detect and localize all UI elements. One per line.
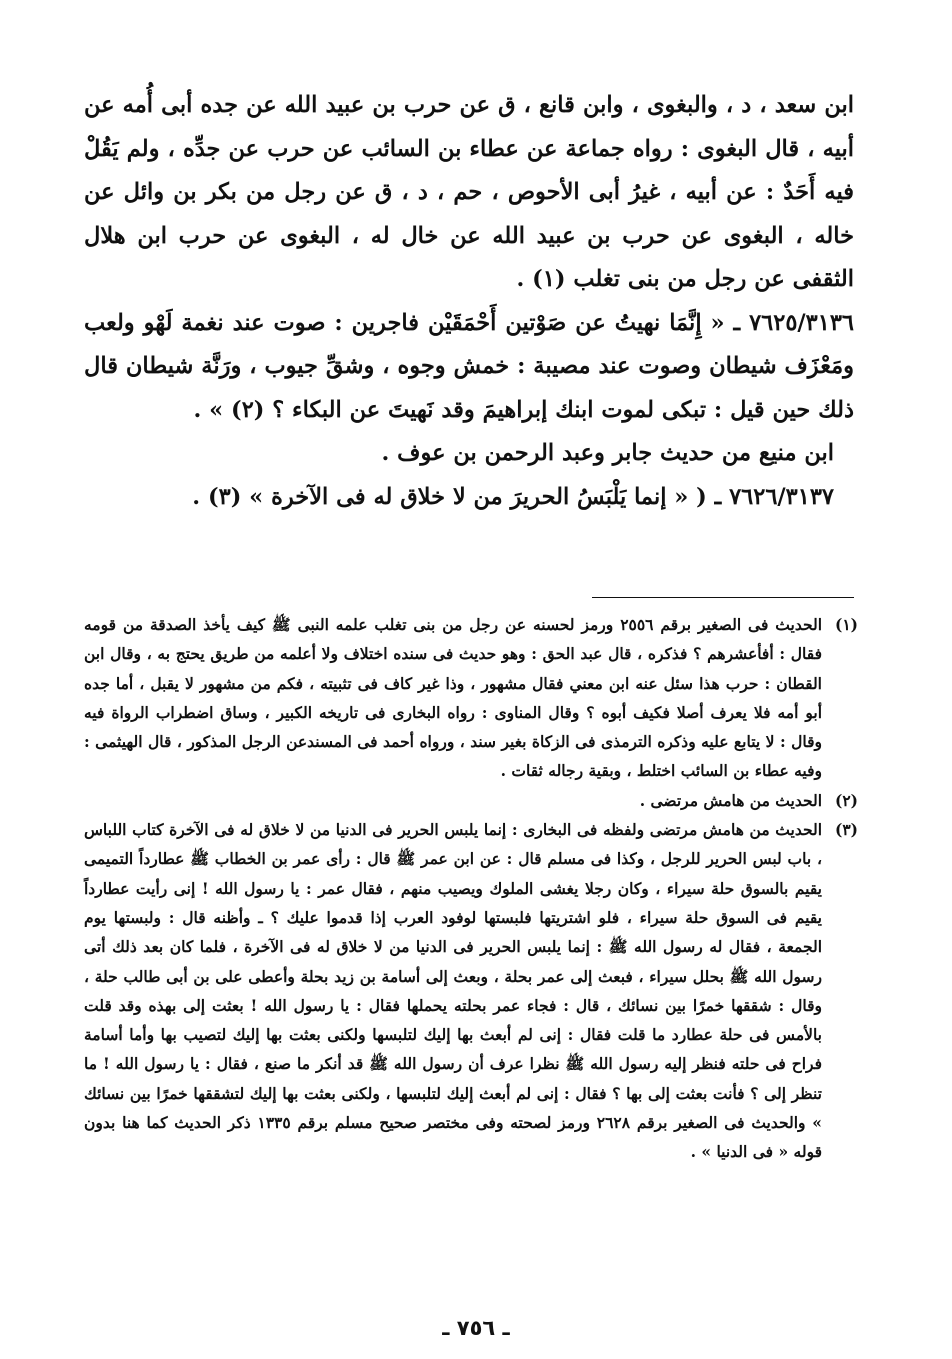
footnote-text: الحديث من هامش مرتضى ولفظه فى البخارى : إنما يلبس الحرير فى الدنيا من لا خلاق له فى الآخرة كتاب اللباس ، باب لبس الحرير للرجل ، وكذا فى مسلم قال : عن ابن عمر ﷺ قال : رأى عمر بن الخطاب ﷺ عطارداً التميمى يقيم بالسوق حلة سيراء ، وكان رجلا يغشى الملوك ويصيب منهم ، فقال عمر : يا رسول الله ! إنى رأيت عطارداً يقيم فى السوق حلة سيراء ، فلو اشتريتها فلبستها لوفود العرب إذا قدموا عليك ؟ ـ وأظنه قال : ولبستها يوم الجمعة ، فقال له رسول الله ﷺ : إنما يلبس الحرير فى الدنيا من لا خلاق له فى الآخرة ، فلما كان بعد ذلك أتى رسول الله ﷺ بحلل سيراء ، فبعث إلى عمر بحلة ، وبعث إلى أسامة بن زيد بحلة وأعطى على بن أبى طالب حلة ، وقال : شققها خمرًا بين نسائك ، قال : فجاء عمر بحلته يحملها فقال : يا رسول الله ! بعثت إلى بهذه وقد قلت بالأمس فى حلة عطارد ما قلت فقال : إنى لم أبعث بها إليك لتلبسها ولكنى بعثت بها إليك لتصيب بها وأما أسامة فراح فى حلته فنظر إليه رسول الله ﷺ نظرا عرف أن رسول الله ﷺ قد أنكر ما صنع ، فقال : يا رسول الله ! ما تنظر إلى ؟ فأنت بعثت إلى بها ؟ فقال : إنى لم أبعث إليك لتلبسها ، ولكنى بعثت بها إليك لتشققها خمرًا بين نسائك » والحديث فى الصغير برقم ٢٦٢٨ ورمز لصحته وفى مختصر صحيح مسلم برقم ١٣٣٥ ذكر الحديث كما هنا بدون قوله « فى الدنيا » . xyxy=(84,820,822,1162)
main-text xyxy=(84,84,854,519)
footnote-1 xyxy=(84,610,858,786)
footnote-text: الحديث فى الصغير برقم ٢٥٥٦ ورمز لحسنه عن رجل من بنى تغلب علمه النبى ﷺ كيف يأخذ الصدقة من قومه فقال : أفأعشرهم ؟ فذكره ، قال عبد الحق : وهو حديث فى سنده اختلاف ولا أعلمه من طريق يحتج به ، وقال ابن القطان : حرب هذا سئل عنه ابن معني فقال مشهور ، وذا غير كاف فى تثبيته ، فكم من مشهور لا يقبل ، أما جده أبو أمه فلا يعرف أصلا فكيف أبوه ؟ وقال المناوى : رواه البخارى فى تاريخه الكبير ، وساق اضطراب الرواة فيه وقال : لا يتابع عليه وذكره الترمذى فى الزكاة بغير سند ، ورواه أحمد فى المسندعن الرجل المذكور ، قال الهيثمى : وفيه عطاء بن السائب اختلط ، وبقية رجاله ثقات . xyxy=(84,615,823,781)
footnote-2 xyxy=(84,786,858,815)
footnote-number: (٣) xyxy=(834,820,858,840)
footnote-number: (٢) xyxy=(834,790,858,810)
page-number: ـ ٧٥٦ ـ xyxy=(442,1316,510,1340)
footnote-number: (١) xyxy=(834,615,858,634)
footnote-text: الحديث من هامش مرتضى . xyxy=(639,790,822,810)
hadith-7626: ٧٦٢٦/٣١٣٧ ـ ( « إنما يَلْبَسُ الحريرَ من لا خلاق له فى الآخرة » (٣) . xyxy=(192,483,834,510)
footnote-3 xyxy=(84,815,858,1167)
footnotes xyxy=(84,610,858,1167)
hadith-7625: ٧٦٢٥/٣١٣٦ ـ « إِنَّمَا نهيتُ عن صَوْتين أَحْمَقَيْن فاجرين : صوت عند نغمة لَهْو ولعب ومَعْزَف شيطان وصوت عند مصيبة : خمش وجوه ، وشقِّ جيوب ، ورَنَّة شيطان قال ذلك حين قيل : تبكى لموت ابنك إبراهيمَ وقد نَهيتَ عن البكاء ؟ (٢) » . xyxy=(84,309,854,423)
footnote-separator xyxy=(592,597,854,598)
paragraph-source-ibn-mani: ابن منيع من حديث جابر وعبد الرحمن بن عوف . xyxy=(381,440,834,466)
paragraph-source-chain: ابن سعد ، د ، والبغوى ، وابن قانع ، ق عن حرب بن عبيد الله عن جده أبى أُمه عن أبيه ، قال البغوى : رواه جماعة عن عطاء بن السائب عن حرب عن جدِّه ، ولم يَقُلْ فيه أَحَدٌ : عن أبيه ، غيرُ أبى الأحوص ، حم ، د ، ق عن رجل من بكر بن وائل عن خاله ، البغوى عن حرب بن عبيد الله عن خال له ، البغوى عن حرب ابن هلال الثقفى عن رجل من بنى تغلب (١) . xyxy=(84,92,854,292)
